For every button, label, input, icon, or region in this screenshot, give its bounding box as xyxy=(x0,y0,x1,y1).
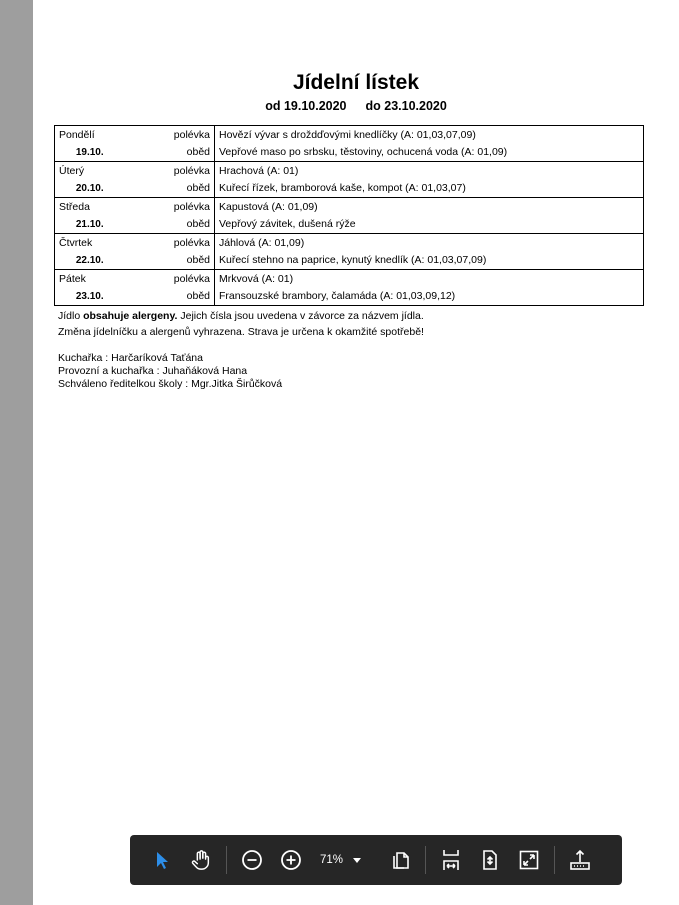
viewer-side-gutter xyxy=(0,0,33,905)
soup-dish: Hovězí vývar s droždďovými knedlíčky (A: 01,03,07,09) xyxy=(215,126,644,144)
zoom-level-select[interactable] xyxy=(314,854,384,866)
lunch-label: oběd xyxy=(125,144,215,162)
staff-cook: Kuchařka : Harčaríková Taťána xyxy=(58,352,203,364)
day-date: 22.10. xyxy=(55,252,125,270)
soup-label: polévka xyxy=(125,126,215,144)
table-row xyxy=(55,234,644,252)
hand-tool-button[interactable] xyxy=(185,844,217,876)
day-name: Úterý xyxy=(55,162,125,180)
lunch-dish: Fransouzské brambory, čalamáda (A: 01,03,09,12) xyxy=(215,288,644,306)
day-name: Středa xyxy=(55,198,125,216)
day-date: 19.10. xyxy=(55,144,125,162)
day-date: 23.10. xyxy=(55,288,125,306)
change-note: Změna jídelníčku a alergenů vyhrazena. Strava je určena k okamžité spotřebě! xyxy=(58,326,424,338)
lunch-dish: Kuřecí stehno na paprice, kynutý knedlík (A: 01,03,07,09) xyxy=(215,252,644,270)
fit-page-icon xyxy=(479,849,501,871)
table-row xyxy=(55,180,644,198)
soup-dish: Kapustová (A: 01,09) xyxy=(215,198,644,216)
staff-operations: Provozní a kuchařka : Juhaňáková Hana xyxy=(58,365,248,377)
copy-pages-button[interactable] xyxy=(384,844,416,876)
staff-approved: Schváleno ředitelkou školy : Mgr.Jitka Širůčková xyxy=(58,378,283,390)
soup-label: polévka xyxy=(125,234,215,252)
day-date: 20.10. xyxy=(55,180,125,198)
select-cursor-icon xyxy=(152,850,172,870)
table-row xyxy=(55,162,644,180)
lunch-label: oběd xyxy=(125,288,215,306)
soup-dish: Mrkvová (A: 01) xyxy=(215,270,644,288)
from-date: 19.10.2020 xyxy=(283,99,347,113)
zoom-out-button[interactable] xyxy=(236,844,268,876)
soup-label: polévka xyxy=(125,162,215,180)
soup-label: polévka xyxy=(125,270,215,288)
soup-dish: Jáhlová (A: 01,09) xyxy=(215,234,644,252)
fit-width-icon xyxy=(440,848,462,872)
table-row xyxy=(55,126,644,144)
lunch-label: oběd xyxy=(125,252,215,270)
fullscreen-icon xyxy=(518,849,540,871)
lunch-dish: Kuřecí řízek, bramborová kaše, kompot (A: 01,03,07) xyxy=(215,180,644,198)
hand-pan-icon xyxy=(190,849,212,871)
allergen-bold: obsahuje alergeny. xyxy=(83,310,178,322)
zoom-in-icon xyxy=(280,849,302,871)
table-row xyxy=(55,198,644,216)
lunch-dish: Vepřové maso po srbsku, těstoviny, ochucená voda (A: 01,09) xyxy=(215,144,644,162)
share-export-button[interactable] xyxy=(564,844,596,876)
day-name: Pátek xyxy=(55,270,125,288)
fullscreen-button[interactable] xyxy=(513,844,545,876)
to-date: 23.10.2020 xyxy=(384,99,447,113)
zoom-out-icon xyxy=(241,849,263,871)
toolbar-divider xyxy=(554,846,555,874)
day-name: Čtvrtek xyxy=(55,234,125,252)
chevron-down-icon xyxy=(353,858,361,863)
toolbar-divider xyxy=(425,846,426,874)
toolbar-divider xyxy=(226,846,227,874)
date-range xyxy=(33,99,679,113)
table-row xyxy=(55,288,644,306)
allergen-notes xyxy=(58,308,424,340)
to-label: do xyxy=(365,99,381,113)
zoom-value: 71% xyxy=(320,854,344,866)
fit-width-button[interactable] xyxy=(435,844,467,876)
viewer-toolbar xyxy=(130,835,622,885)
fit-page-button[interactable] xyxy=(474,844,506,876)
page-title: Jídelní lístek xyxy=(292,71,420,94)
from-label: od xyxy=(265,99,281,113)
table-row xyxy=(55,270,644,288)
table-row xyxy=(55,252,644,270)
table-row xyxy=(55,216,644,234)
lunch-label: oběd xyxy=(125,180,215,198)
allergen-rest: Jejich čísla jsou uvedena v závorce za názvem jídla. xyxy=(180,310,424,322)
day-date: 21.10. xyxy=(55,216,125,234)
staff-list xyxy=(58,352,282,391)
soup-label: polévka xyxy=(125,198,215,216)
lunch-dish: Vepřový závitek, dušená rýže xyxy=(215,216,644,234)
menu-table xyxy=(54,125,644,306)
document-page xyxy=(33,0,679,905)
zoom-in-button[interactable] xyxy=(275,844,307,876)
share-export-icon xyxy=(568,848,592,872)
allergen-prefix: Jídlo xyxy=(58,310,81,322)
soup-dish: Hrachová (A: 01) xyxy=(215,162,644,180)
select-tool-button[interactable] xyxy=(146,844,178,876)
day-name: Pondělí xyxy=(55,126,125,144)
table-row xyxy=(55,144,644,162)
lunch-label: oběd xyxy=(125,216,215,234)
copy-pages-icon xyxy=(389,849,411,871)
allergen-note xyxy=(58,308,424,324)
